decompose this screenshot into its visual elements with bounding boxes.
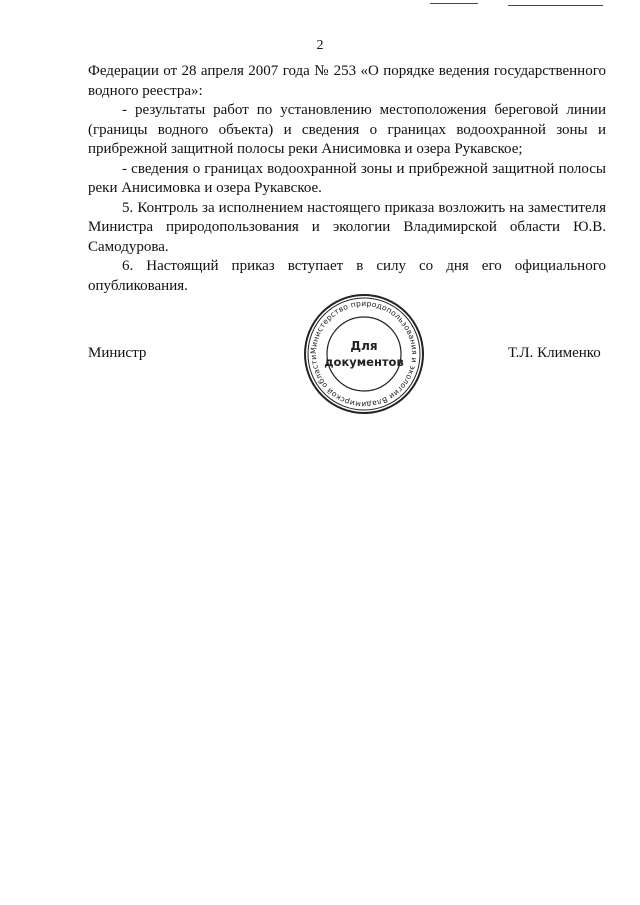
seal-center-line-1: Для — [350, 339, 378, 353]
page-number: 2 — [316, 38, 324, 53]
paragraph-continuation: Федерации от 28 апреля 2007 года № 253 «О порядке ведения государственного водного реестра»: — [88, 63, 606, 99]
seal-center-line-2: документов — [324, 355, 404, 369]
official-seal — [302, 292, 426, 416]
signature-name: Т.Л. Клименко — [508, 345, 601, 361]
paragraph-effective: 6. Настоящий приказ вступает в силу со дня его официального опубликования. — [88, 258, 606, 294]
scan-artifact-line — [508, 5, 603, 6]
list-item-results: - результаты работ по установлению местоположения береговой линии (границы водного объекта) и сведения о границах водоохранной зоны и прибрежной защитной полосы реки Анисимовка и озера Рукавское; — [88, 102, 606, 157]
svg-text:Министерство природопользовани — [309, 299, 419, 409]
document-body — [88, 62, 606, 296]
paragraph-control: 5. Контроль за исполнением настоящего приказа возложить на заместителя Министра природопользования и экологии Владимирской области Ю.В. Самодурова. — [88, 199, 606, 255]
list-item-boundaries: - сведения о границах водоохранной зоны и прибрежной защитной полосы реки Анисимовка и озера Рукавское. — [88, 160, 606, 196]
seal-ring-text: Министерство природопользования и экологии Владимирской области — [308, 298, 420, 410]
scan-artifact-line — [430, 3, 478, 4]
signature-position: Министр — [88, 345, 147, 361]
